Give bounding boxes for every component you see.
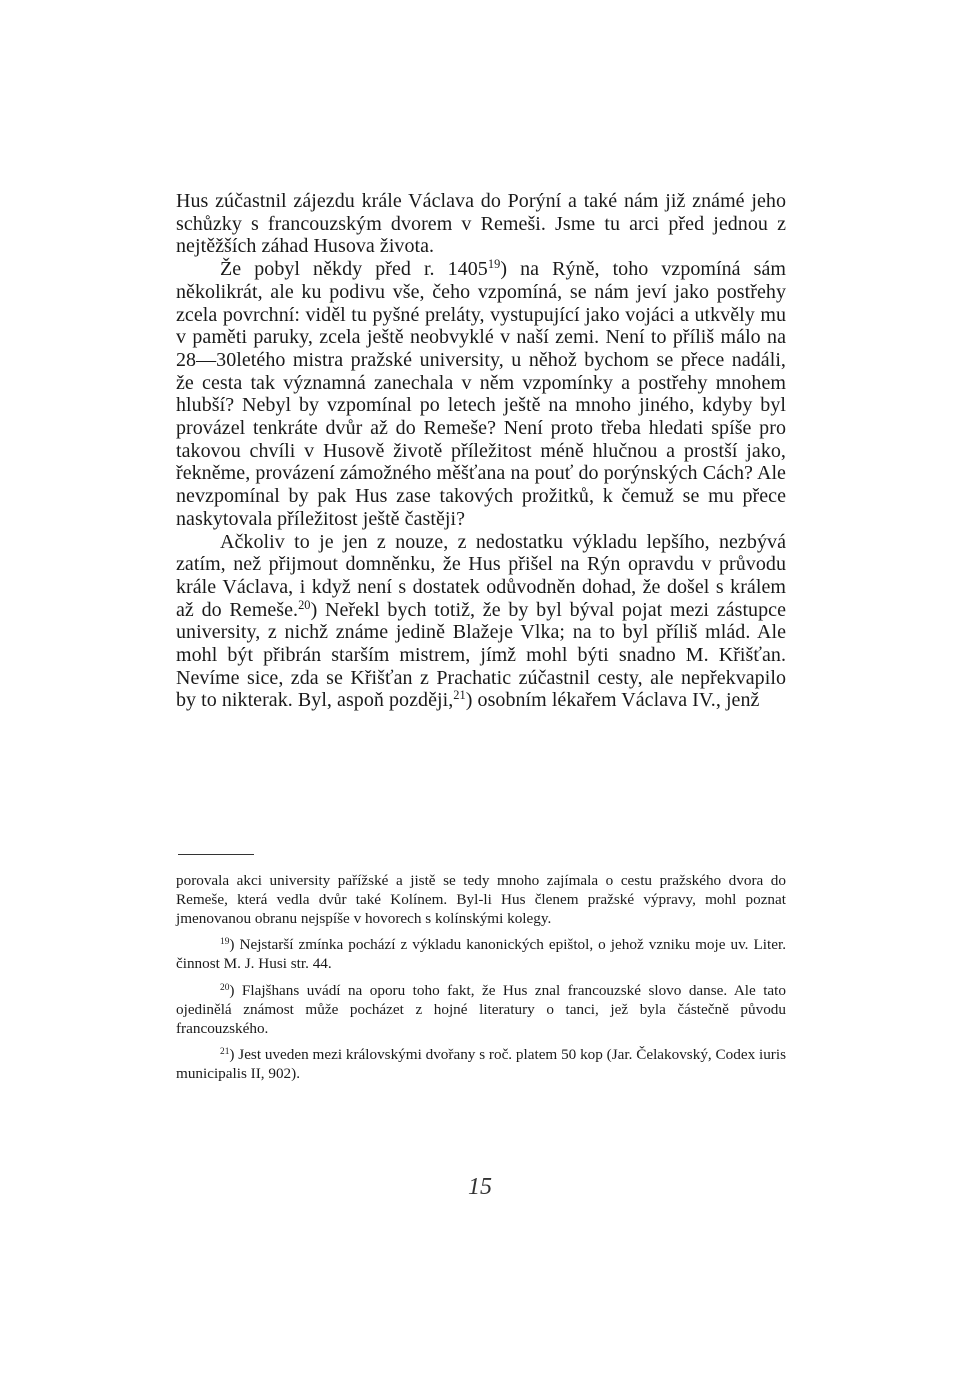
page-number: 15 bbox=[468, 1174, 492, 1200]
footnotes bbox=[176, 872, 786, 1092]
footnote-continuation-text: porovala akci university pařížské a jistě se tedy mnoho zajímala o cestu pražského dvora do Remeše, která vedla dvůr také Kolínem. Byl-li Hus členem pražské výpravy, mohl poznat jmenovanou obranu nejspíše v hovorech s kolínskými kolegy. bbox=[176, 872, 786, 927]
footnote-continuation bbox=[176, 872, 786, 928]
paragraph-2 bbox=[176, 258, 786, 530]
footnote-21-text: ) Jest uveden mezi královskými dvořany s roč. platem 50 kop (Jar. Čelakovský, Codex iuris municipalis II, 902). bbox=[176, 1046, 786, 1083]
paragraph-3-text-a: Ačkoliv to je jen z nouze, z nedostatku výkladu lepšího, nezbývá zatím, než přijmout domněnku, že Hus přišel na Rýn opravdu v průvodu krále Václava, i když není s dostatek odůvodněn dohad, že došel s králem až do Remeše. bbox=[176, 530, 786, 621]
footnote-separator bbox=[178, 854, 254, 855]
paragraph-3-text-b: ) Neřekl bych totiž, že by byl býval pojat mezi zástupce university, z nichž známe jedině Blažeje Vlka; na to byl příliš mlád. Ale mohl být přibrán starším mistrem, jímž mohl býti snadno M. Křišťan. Nevíme sice, zda se Křišťan z Prachatic zúčastnil cesty, ale nepřekvapilo by to nikterak. Byl, aspoň později, bbox=[176, 598, 787, 712]
footnote-19-text: ) Nejstarší zmínka pochází z výkladu kanonických epištol, o jehož vzniku moje uv. Liter. činnost M. J. Husi str. 44. bbox=[176, 936, 786, 973]
footnote-19-number: 19 bbox=[220, 937, 230, 948]
paragraph-2-text-b: ) na Rýně, toho vzpomíná sám několikrát, ale ku podivu vše, čeho vzpomíná, se nám jeví jako postřehy zcela povrchní: viděl tu pyšné preláty, vystupující jako vojáci a utkvěly mu v paměti paruky, zcela ještě neobvyklé v naší zemi. Není to příliš málo na 28—30letého mistra pražské university, u něhož bychom se přece nadáli, že cesta tak významná zanechala v něm vzpomínky a postřehy mnohem hlubší? Nebyl by vzpomínal po letech ještě na mnoho jiného, kdyby byl provázel tenkráte dvůr až do Remeše? Není proto třeba hledati spíše pro takovou chvíli v Husově životě příležitost méně hlučnou a prostší jako, řekněme, provázení zámožného měšťana na pouť do porýnských Cách? Ale nevzpomínal by pak Hus zase takových prožitků, k čemuž se mu přece naskytovala příležitost ještě častěji? bbox=[176, 258, 786, 530]
footnote-20 bbox=[176, 982, 786, 1038]
footnote-ref-21: 21 bbox=[453, 688, 466, 703]
footnote-21 bbox=[176, 1046, 786, 1084]
paragraph-3-text-c: ) osobním lékařem Václava IV., jenž bbox=[465, 689, 760, 712]
footnote-ref-19: 19 bbox=[487, 257, 501, 272]
body-text bbox=[176, 190, 786, 712]
footnote-ref-20: 20 bbox=[298, 597, 311, 612]
footnote-20-text: ) Flajšhans uvádí na oporu toho fakt, že Hus znal francouzské slovo danse. Ale tato ojedinělá známost může pocházet z hojné literatury o tanci, jež byla částečně původu francouzského. bbox=[176, 981, 786, 1037]
paragraph-1 bbox=[176, 190, 786, 258]
paragraph-3 bbox=[176, 531, 786, 713]
footnote-19 bbox=[176, 936, 786, 974]
footnote-20-number: 20 bbox=[220, 982, 230, 993]
footnote-21-number: 21 bbox=[220, 1047, 230, 1058]
paragraph-2-text-a: Že pobyl někdy před r. 1405 bbox=[220, 258, 488, 281]
paragraph-1-text: Hus zúčastnil zájezdu krále Václava do Porýní a také nám již známé jeho schůzky s francouzským dvorem v Remeši. Jsme tu arci před jednou z nejtěžších záhad Husova života. bbox=[176, 190, 786, 258]
